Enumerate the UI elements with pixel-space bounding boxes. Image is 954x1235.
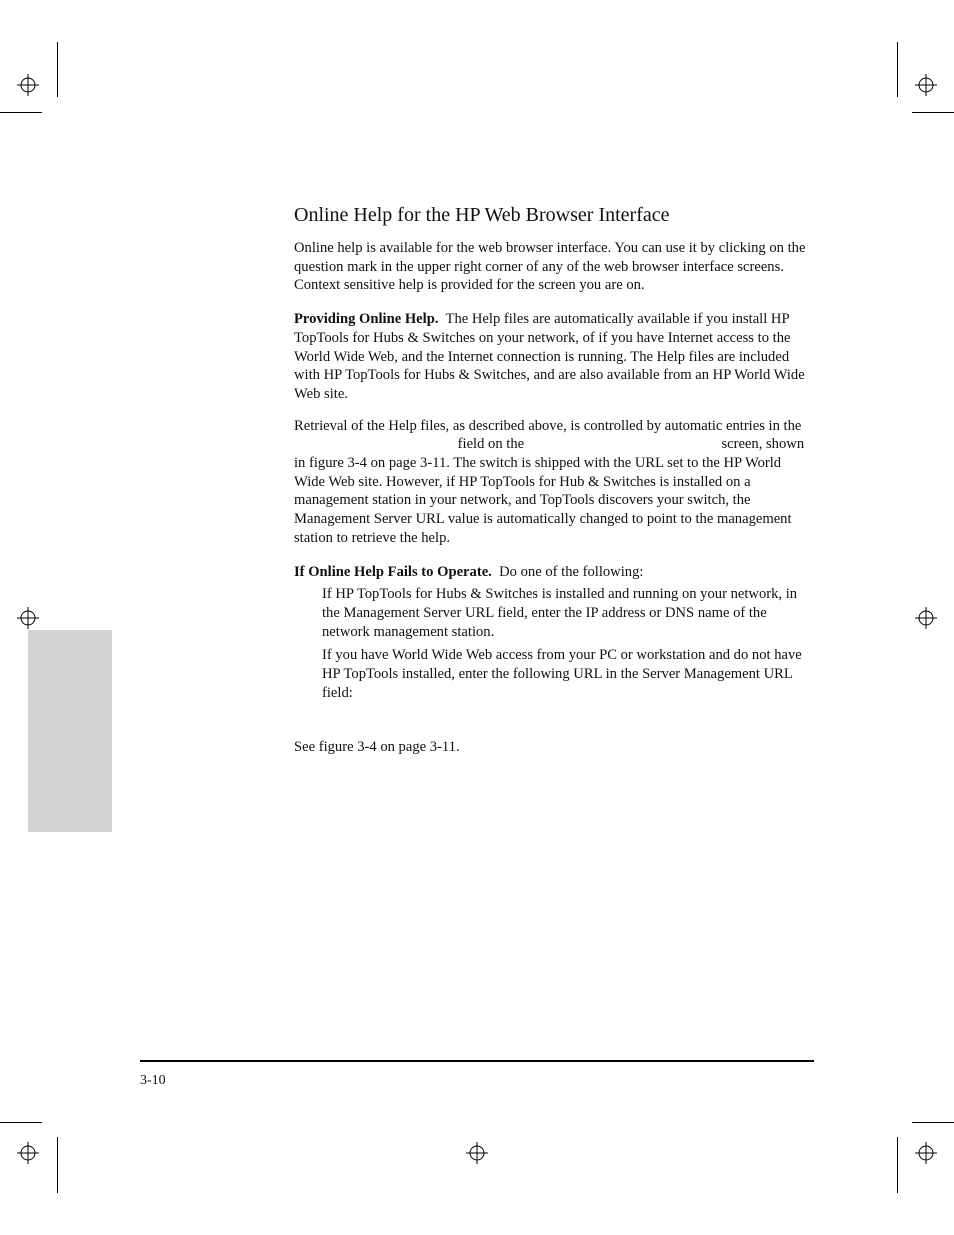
crop-mark [0,1122,42,1123]
registration-mark-icon [915,1142,937,1164]
providing-help-paragraph [294,310,814,404]
footer-rule [140,1060,814,1062]
registration-mark-icon [915,74,937,96]
fails-text: Do one of the following: [499,563,644,580]
registration-mark-icon [915,607,937,629]
chapter-tab-strip [28,630,112,832]
fails-paragraph [294,563,814,582]
intro-paragraph: Online help is available for the web browser interface. You can use it by clicking on the question mark in the upper right corner of any of the web browser interface screens. Context sensitive help is provided for the screen you are on. [294,240,806,294]
providing-help-lead: Providing Online Help. [294,311,439,328]
registration-mark-icon [17,74,39,96]
retrieval-text-2: field on the [457,436,525,453]
crop-mark [57,42,58,97]
fails-lead: If Online Help Fails to Operate. [294,563,492,580]
providing-help-text: The Help files are automatically available if you install HP TopTools for Hubs & Switches on your network, of if you have Internet access to the World Wide Web, and the Internet connection is running. The Help files are included with HP TopTools for Hubs & Switches, and are also available from an HP World Wide Web site. [294,311,805,402]
crop-mark [897,42,898,97]
crop-mark [897,1137,898,1193]
retrieval-text-1: Retrieval of the Help files, as described above, is controlled by automatic entries in the [294,417,802,434]
section-title: Online Help for the HP Web Browser Interface [294,204,670,226]
crop-mark [912,112,954,113]
registration-mark-icon [17,607,39,629]
registration-mark-icon [17,1142,39,1164]
crop-mark [912,1122,954,1123]
fails-item-2: If you have World Wide Web access from your PC or workstation and do not have HP TopTools installed, enter the following URL in the Server Management URL field: [322,647,802,701]
page-number: 3-10 [140,1073,166,1088]
fails-item-1: If HP TopTools for Hubs & Switches is installed and running on your network, in the Management Server URL field, enter the IP address or DNS name of the network management station. [322,586,798,640]
registration-mark-icon [466,1142,488,1164]
retrieval-text-3: screen, shown in figure 3-4 on page 3-11. The switch is shipped with the URL set to the HP World Wide Web site. However, if HP TopTools for Hub & Switches is installed on a management station in your network, and TopTools discovers your switch, the Management Server URL value is automatically changed to point to the management station to retrieve the help. [294,436,805,546]
see-figure-text: See figure 3-4 on page 3-11. [294,739,460,756]
crop-mark [57,1137,58,1193]
crop-mark [0,112,42,113]
retrieval-paragraph [294,417,814,548]
page-content [294,203,814,772]
url-blank-line [294,707,814,738]
